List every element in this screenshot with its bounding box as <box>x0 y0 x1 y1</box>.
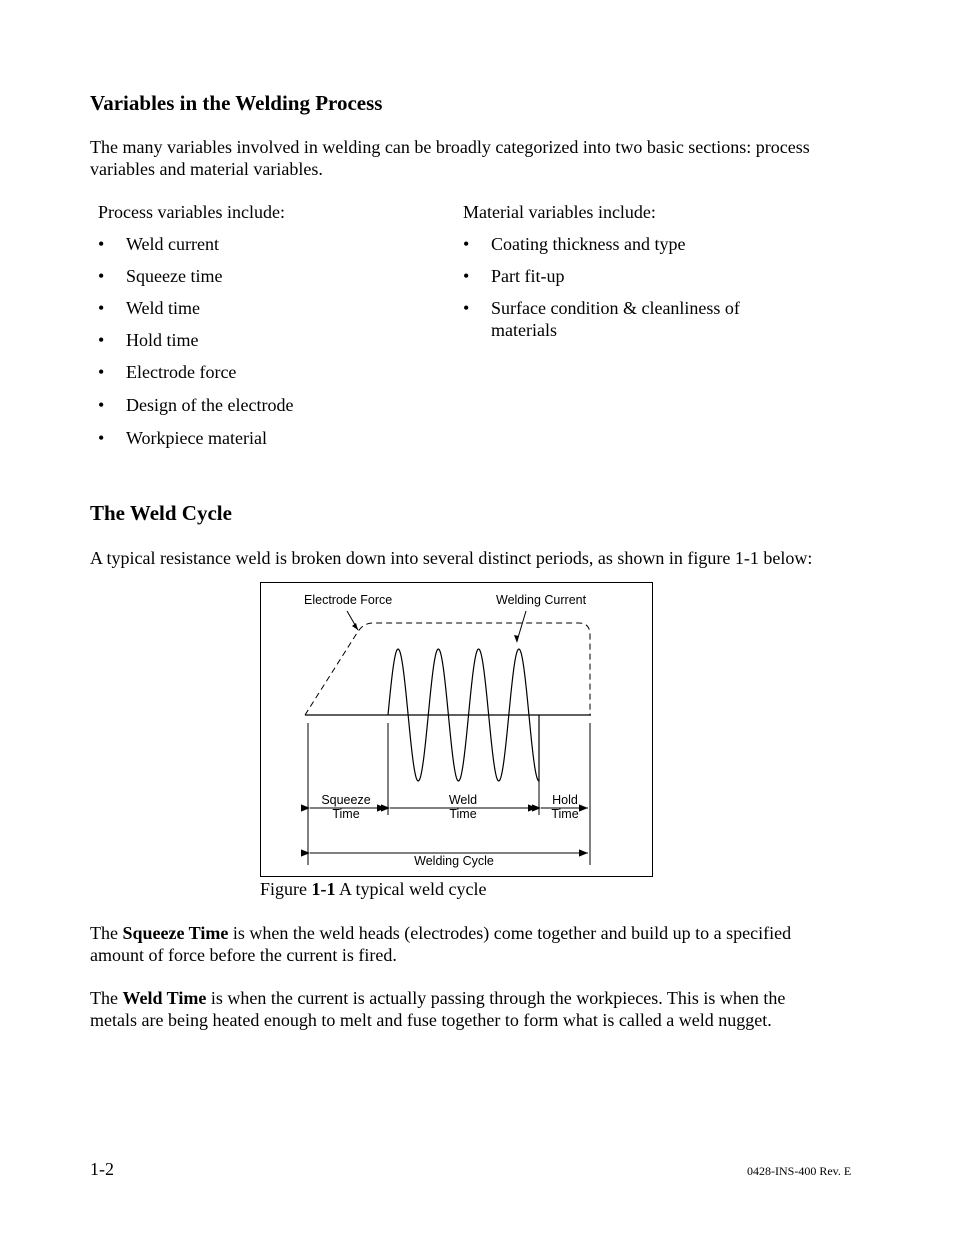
bullet-icon: • <box>463 298 470 318</box>
list-item: • Workpiece material <box>98 428 267 448</box>
weld-cycle-intro: A typical resistance weld is broken down into several distinct periods, as shown in figure 1-1 below: <box>90 548 813 568</box>
list-item: • Squeeze time <box>98 266 223 286</box>
list-item: • Surface condition & cleanliness of materials <box>463 298 740 340</box>
process-variables-column <box>98 201 438 459</box>
squeeze-time-label: Squeeze Time <box>321 793 371 821</box>
bullet-icon: • <box>98 428 105 448</box>
intro-line-2: variables and material variables. <box>90 159 323 179</box>
bullet-icon: • <box>98 298 105 318</box>
list-item: • Hold time <box>98 330 199 350</box>
material-variables-heading: Material variables include: <box>463 202 656 222</box>
welding-current-label: Welding Current <box>496 593 587 607</box>
intro-paragraph <box>90 136 890 180</box>
weld-cycle-diagram <box>261 583 652 876</box>
page-number: 1-2 <box>90 1159 114 1179</box>
process-variables-heading: Process variables include: <box>98 202 285 222</box>
weld-time-label: Weld Time <box>448 793 478 821</box>
process-variables-list <box>98 233 438 449</box>
intro-line-1: The many variables involved in welding can be broadly categorized into two basic sections: process <box>90 137 810 157</box>
hold-time-label: Hold Time <box>551 793 579 821</box>
section-title-weld-cycle: The Weld Cycle <box>90 501 232 525</box>
bullet-icon: • <box>98 330 105 350</box>
electrode-force-label: Electrode Force <box>304 593 393 607</box>
weld-cycle-figure <box>260 582 653 877</box>
bullet-icon: • <box>98 266 105 286</box>
bullet-icon: • <box>98 395 105 415</box>
squeeze-time-paragraph: The Squeeze Time is when the weld heads (electrodes) come together and build up to a specified amount of force before the current is fired. <box>90 923 792 965</box>
bullet-icon: • <box>98 234 105 254</box>
material-variables-column <box>463 201 783 351</box>
welding-cycle-label: Welding Cycle <box>414 854 494 868</box>
list-item: • Design of the electrode <box>98 395 294 415</box>
document-id: 0428-INS-400 Rev. E <box>747 1164 852 1178</box>
bullet-icon: • <box>463 234 470 254</box>
weld-time-paragraph: The Weld Time is when the current is actually passing through the workpieces. This is when the metals are being heated enough to melt and fuse together to form what is called a weld nugget. <box>90 988 786 1030</box>
bullet-icon: • <box>98 362 105 382</box>
bullet-icon: • <box>463 266 470 286</box>
list-item: • Electrode force <box>98 362 237 382</box>
figure-caption: Figure 1-1 A typical weld cycle <box>260 879 487 899</box>
list-item: • Coating thickness and type <box>463 234 686 254</box>
list-item: • Weld time <box>98 298 201 318</box>
list-item: • Part fit-up <box>463 266 565 286</box>
material-variables-list <box>463 233 783 341</box>
electrode-force-arrowhead <box>352 623 358 630</box>
welding-current-arrowhead <box>514 635 519 643</box>
list-item: • Weld current <box>98 234 220 254</box>
section-title-variables: Variables in the Welding Process <box>90 91 383 115</box>
